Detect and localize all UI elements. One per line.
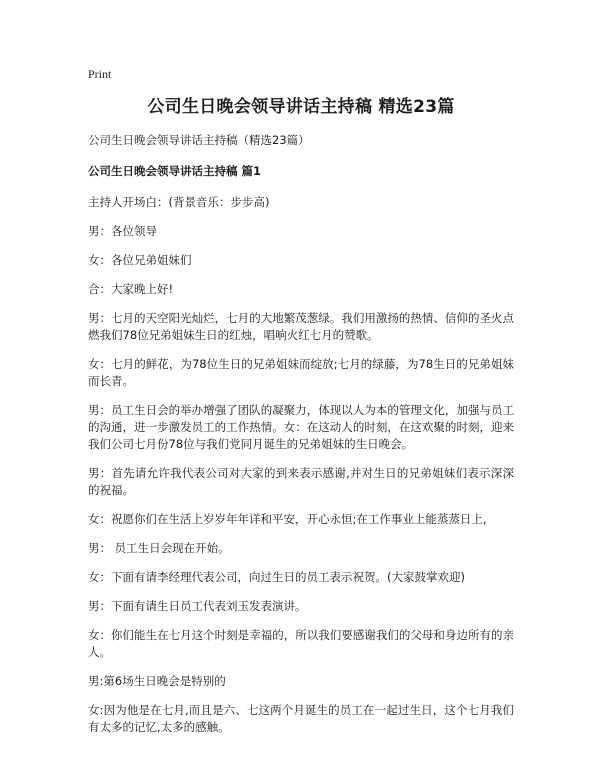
paragraph: 男：员工生日会的举办增强了团队的凝聚力，体现以人为本的管理文化，加强与员工的沟通，进一步激发员工的工作热情。女：在这动人的时刻，在这欢聚的时刻，迎来我们公司七月份78位与我们党同月诞生的兄弟姐妹的生日晚会。 xyxy=(88,403,514,451)
page-title: 公司生日晚会领导讲话主持稿 精选23篇 xyxy=(147,97,455,117)
section-heading: 公司生日晚会领导讲话主持稿 篇1 xyxy=(88,164,262,178)
paragraph: 女：下面有请李经理代表公司，向过生日的员工表示祝贺。(大家鼓掌欢迎) xyxy=(88,570,465,584)
paragraph: 主持人开场白：(背景音乐：步步高) xyxy=(88,195,270,209)
paragraph: 女：各位兄弟姐妹们 xyxy=(88,253,192,267)
paragraph: 男：下面有请生日员工代表刘玉发表演讲。 xyxy=(88,599,307,613)
paragraph: 女：祝愿你们在生活上岁岁年年详和平安，开心永恒;在工作事业上能蒸蒸日上, xyxy=(88,512,487,526)
paragraph: 男：各位领导 xyxy=(88,224,157,238)
paragraph: 男： 员工生日会现在开始。 xyxy=(88,541,230,555)
print-link[interactable]: Print xyxy=(88,67,112,81)
document-page xyxy=(88,66,514,748)
paragraph: 合：大家晚上好! xyxy=(88,282,174,296)
paragraph: 女:因为他是在七月,而且是六、七这两个月诞生的员工在一起过生日，这个七月我们有太多的记忆,太多的感触。 xyxy=(88,703,514,734)
paragraph: 男:第6场生日晚会是特别的 xyxy=(88,674,226,688)
paragraph: 男：首先请允许我代表公司对大家的到来表示感谢,并对生日的兄弟姐妹们表示深深的祝福。 xyxy=(88,466,514,497)
document-subtitle: 公司生日晚会领导讲话主持稿（精选23篇） xyxy=(88,133,310,147)
paragraph: 女：七月的鲜花，为78位生日的兄弟姐妹而绽放;七月的绿藤，为78生日的兄弟姐妹而长青。 xyxy=(88,357,514,388)
paragraph: 男：七月的天空阳光灿烂，七月的大地繁茂葱绿。我们用激扬的热情、信仰的圣火点燃我们78位兄弟姐妹生日的红烛，唱响火红七月的赞歌。 xyxy=(88,311,514,342)
paragraph: 女：你们能生在七月这个时刻是幸福的，所以我们要感谢我们的父母和身边所有的亲人。 xyxy=(88,628,514,659)
